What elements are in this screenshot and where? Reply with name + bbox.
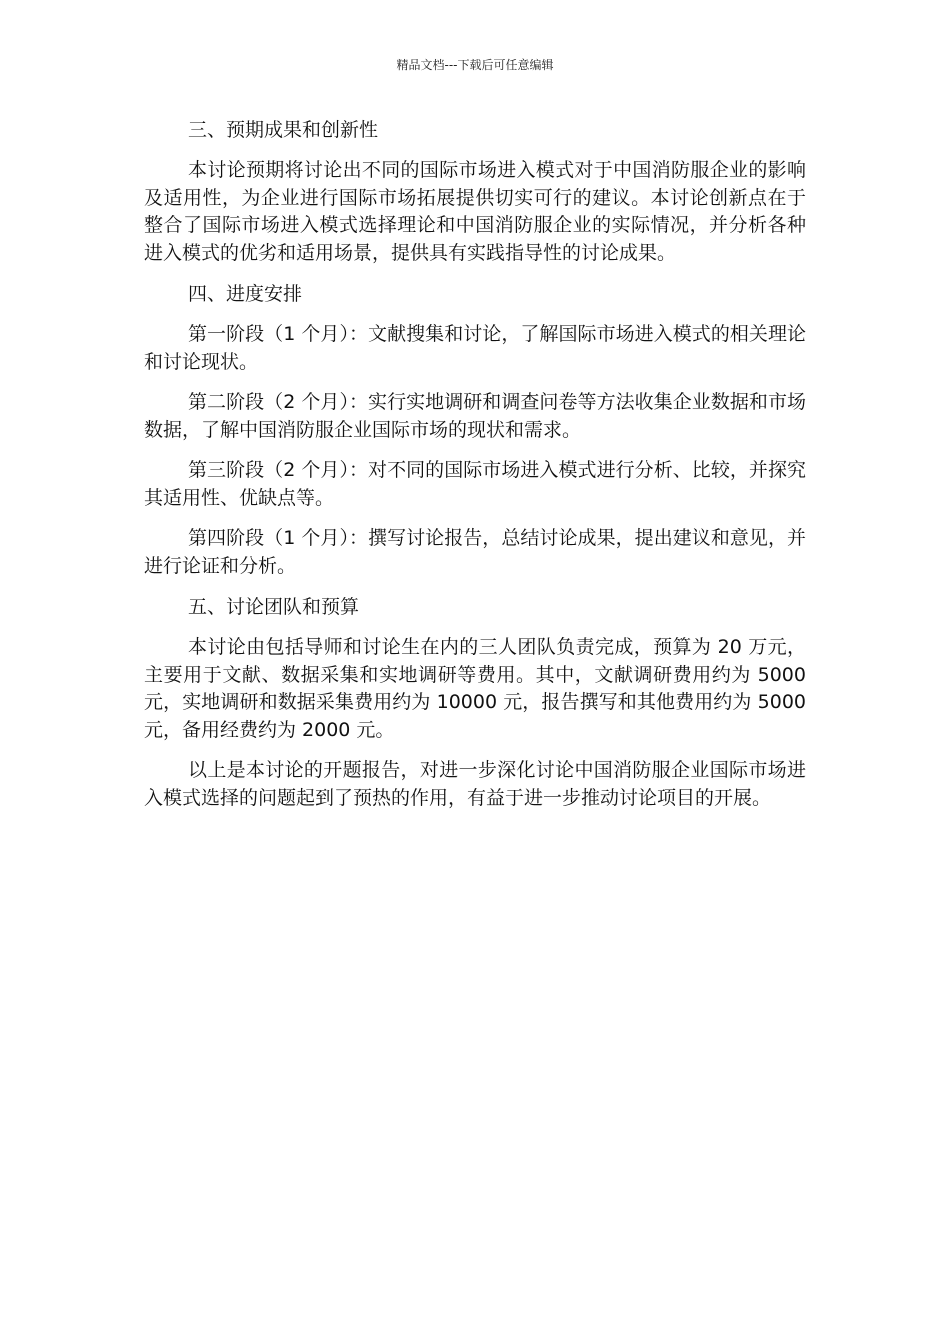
section-heading-schedule: 四、进度安排 xyxy=(188,283,303,305)
paragraph-team-budget: 本讨论由包括导师和讨论生在内的三人团队负责完成，预算为 20 万元，主要用于文献、数据采集和实地调研等费用。其中，文献调研费用约为 5000 元，实地调研和数据采集费用约为 10000 元，报告撰写和其他费用约为 5000 元，备用经费约为 2000 元。 xyxy=(144,636,806,741)
section-heading-outcomes: 三、预期成果和创新性 xyxy=(188,119,379,141)
paragraph-phase-2: 第二阶段（2 个月）：实行实地调研和调查问卷等方法收集企业数据和市场数据，了解中国消防服企业国际市场的现状和需求。 xyxy=(144,391,806,441)
document-body xyxy=(144,116,806,825)
section-heading-team-budget: 五、讨论团队和预算 xyxy=(188,596,360,618)
paragraph-phase-4: 第四阶段（1 个月）：撰写讨论报告，总结讨论成果，提出建议和意见，并进行论证和分析。 xyxy=(144,527,806,577)
paragraph-phase-3: 第三阶段（2 个月）：对不同的国际市场进入模式进行分析、比较，并探究其适用性、优缺点等。 xyxy=(144,459,806,509)
page-header: 精品文档---下载后可任意编辑 xyxy=(396,58,554,72)
paragraph-phase-1: 第一阶段（1 个月）：文献搜集和讨论，了解国际市场进入模式的相关理论和讨论现状。 xyxy=(144,323,806,373)
paragraph-outcomes: 本讨论预期将讨论出不同的国际市场进入模式对于中国消防服企业的影响及适用性，为企业进行国际市场拓展提供切实可行的建议。本讨论创新点在于整合了国际市场进入模式选择理论和中国消防服企业的实际情况，并分析各种进入模式的优劣和适用场景，提供具有实践指导性的讨论成果。 xyxy=(144,159,806,264)
paragraph-conclusion: 以上是本讨论的开题报告，对进一步深化讨论中国消防服企业国际市场进入模式选择的问题起到了预热的作用，有益于进一步推动讨论项目的开展。 xyxy=(144,759,806,809)
